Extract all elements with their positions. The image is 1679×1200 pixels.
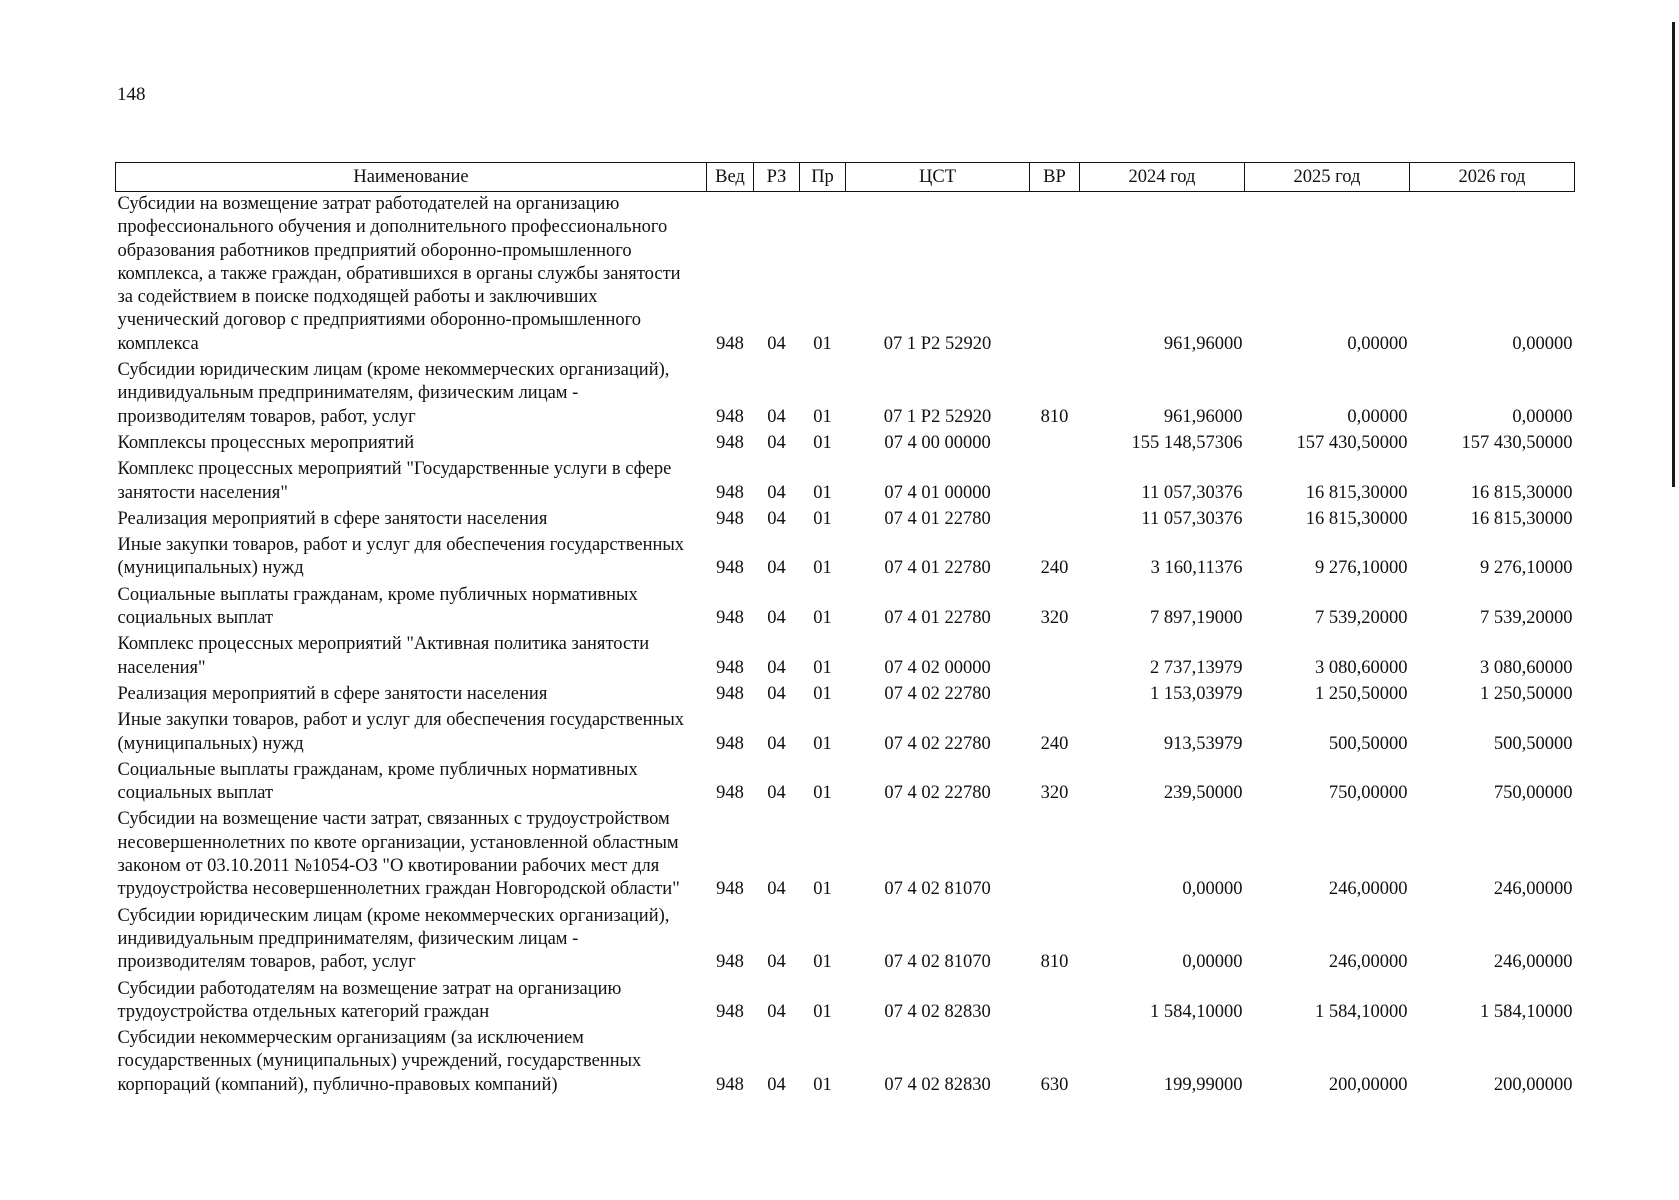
table-row [116,632,1575,682]
cell-2024: 199,99000 [1163,1074,1243,1095]
cell-2024: 1 584,10000 [1150,1001,1243,1022]
table-row [116,807,1575,903]
cell-name: Субсидии на возмещение части затрат, связанных с трудоустройством несовершеннолетних по квоте организации, установленной областным законом от 03.10.2011 №1054-ОЗ "О квотировании рабочих мест для трудоустройства несовершеннолетних граждан Новгородской области" [117,809,680,900]
cell-ved: 948 [716,558,744,579]
table-row [116,358,1575,431]
cell-ved: 948 [716,406,744,427]
cell-vr [1030,682,1080,708]
cell-cst: 07 4 02 81070 [884,879,991,900]
cell-vr: 810 [1040,406,1069,427]
cell-name: Реализация мероприятий в сфере занятости населения [117,508,548,529]
cell-2024: 2 737,13979 [1150,657,1243,678]
cell-ved: 948 [716,1001,744,1022]
cell-vr: 240 [1040,733,1069,754]
header-name: Наименование [116,163,707,192]
table-row [116,583,1575,633]
cell-vr: 810 [1040,952,1069,973]
cell-2025: 9 276,10000 [1315,558,1408,579]
table-row [116,758,1575,808]
cell-2025: 0,00000 [1347,333,1408,354]
table-body [116,192,1575,1099]
cell-cst: 07 4 01 00000 [884,482,991,503]
cell-pr: 01 [813,482,832,503]
cell-pr: 01 [813,558,832,579]
cell-2026: 1 584,10000 [1480,1001,1573,1022]
cell-ved: 948 [716,508,744,529]
cell-2024: 961,96000 [1163,406,1243,427]
cell-2024: 961,96000 [1163,333,1243,354]
cell-2025: 246,00000 [1328,879,1408,900]
cell-2024: 155 148,57306 [1131,432,1243,453]
cell-rz: 04 [767,952,786,973]
cell-name: Субсидии некоммерческим организациям (за исключением государственных (муниципальных) учреждений, государственных корпораций (компаний), публично-правовых компаний) [117,1028,642,1095]
cell-cst: 07 1 Р2 52920 [883,406,992,427]
cell-pr: 01 [813,683,832,704]
cell-name: Субсидии работодателям на возмещение затрат на организацию трудоустройства отдельных категорий граждан [117,978,622,1022]
cell-name: Иные закупки товаров, работ и услуг для обеспечения государственных (муниципальных) нужд [117,710,685,754]
cell-name: Комплекс процессных мероприятий "Активная политика занятости населения" [117,634,650,678]
cell-2026: 500,50000 [1493,733,1573,754]
table-row [116,682,1575,708]
cell-name: Комплекс процессных мероприятий "Государственные услуги в сфере занятости населения" [117,459,672,503]
cell-name: Социальные выплаты гражданам, кроме публичных нормативных социальных выплат [117,759,638,804]
cell-pr: 01 [813,1074,832,1095]
cell-ved: 948 [716,608,744,629]
cell-rz: 04 [767,1074,786,1095]
cell-2025: 7 539,20000 [1315,608,1408,629]
table-row [116,533,1575,583]
cell-2024: 1 153,03979 [1150,683,1243,704]
cell-rz: 04 [767,657,786,678]
cell-pr: 01 [813,952,832,973]
cell-name: Субсидии юридическим лицам (кроме некоммерческих организаций), индивидуальным предпринимателям, физическим лицам - производителям товаров, работ, услуг [117,360,670,427]
cell-2026: 7 539,20000 [1480,608,1573,629]
cell-vr: 240 [1040,558,1069,579]
cell-pr: 01 [813,608,832,629]
cell-vr: 320 [1040,783,1069,804]
cell-2026: 157 430,50000 [1461,432,1573,453]
page-number: 148 [117,84,146,105]
cell-2024: 11 057,30376 [1141,508,1243,529]
cell-pr: 01 [813,1001,832,1022]
cell-ved: 948 [716,333,744,354]
header-2025: 2025 год [1245,163,1410,192]
cell-cst: 07 4 01 22780 [884,508,991,529]
cell-vr [1030,632,1080,682]
cell-cst: 07 4 01 22780 [884,558,991,579]
cell-2025: 1 584,10000 [1315,1001,1408,1022]
cell-ved: 948 [716,1074,744,1095]
cell-ved: 948 [716,683,744,704]
cell-2024: 3 160,11376 [1150,558,1243,579]
cell-vr [1030,507,1080,533]
budget-table [115,162,1575,1099]
cell-pr: 01 [813,657,832,678]
cell-cst: 07 4 00 00000 [884,432,991,453]
cell-2025: 500,50000 [1328,733,1408,754]
cell-vr [1030,977,1080,1027]
cell-name: Субсидии юридическим лицам (кроме некоммерческих организаций), индивидуальным предпринимателям, физическим лицам - производителям товаров, работ, услуг [117,905,670,973]
cell-pr: 01 [813,783,832,804]
cell-2024: 11 057,30376 [1141,482,1243,503]
cell-name: Социальные выплаты гражданам, кроме публичных нормативных социальных выплат [117,584,638,629]
cell-2026: 246,00000 [1493,879,1573,900]
header-ved: Вед [707,163,754,192]
cell-2026: 0,00000 [1512,333,1573,354]
cell-ved: 948 [716,783,744,804]
cell-pr: 01 [813,406,832,427]
cell-rz: 04 [767,406,786,427]
cell-rz: 04 [767,482,786,503]
cell-name: Иные закупки товаров, работ и услуг для обеспечения государственных (муниципальных) нужд [117,535,685,579]
header-pr: Пр [800,163,846,192]
cell-2025: 200,00000 [1328,1074,1408,1095]
header-rz: РЗ [754,163,800,192]
cell-pr: 01 [813,733,832,754]
cell-2024: 0,00000 [1182,879,1243,900]
cell-2025: 3 080,60000 [1315,657,1408,678]
cell-rz: 04 [767,432,786,453]
table-header-row [116,163,1575,192]
cell-2025: 16 815,30000 [1305,508,1408,529]
cell-2025: 16 815,30000 [1305,482,1408,503]
cell-2026: 9 276,10000 [1480,558,1573,579]
cell-ved: 948 [716,657,744,678]
cell-2025: 246,00000 [1328,952,1408,973]
table-row [116,904,1575,977]
cell-vr [1030,431,1080,457]
table-row [116,977,1575,1027]
cell-2026: 16 815,30000 [1470,508,1573,529]
cell-2026: 1 250,50000 [1480,683,1573,704]
cell-2025: 1 250,50000 [1315,683,1408,704]
cell-vr [1030,807,1080,903]
cell-vr [1030,192,1080,359]
cell-pr: 01 [813,879,832,900]
cell-vr: 630 [1040,1074,1069,1095]
cell-2025: 750,00000 [1328,783,1408,804]
cell-vr [1030,457,1080,507]
cell-cst: 07 4 02 00000 [884,657,991,678]
table-row [116,1026,1575,1099]
scan-edge-line [1672,22,1675,487]
cell-2024: 913,53979 [1163,733,1243,754]
cell-2025: 0,00000 [1347,406,1408,427]
cell-rz: 04 [767,608,786,629]
cell-cst: 07 4 01 22780 [884,608,991,629]
cell-rz: 04 [767,508,786,529]
header-2024: 2024 год [1080,163,1245,192]
cell-rz: 04 [767,558,786,579]
cell-rz: 04 [767,1001,786,1022]
cell-ved: 948 [716,952,744,973]
cell-cst: 07 4 02 22780 [884,783,991,804]
cell-rz: 04 [767,733,786,754]
cell-pr: 01 [813,333,832,354]
cell-2026: 750,00000 [1493,783,1573,804]
table-row [116,431,1575,457]
header-cst: ЦСТ [846,163,1030,192]
cell-pr: 01 [813,508,832,529]
header-vr: ВР [1030,163,1080,192]
cell-name: Комплексы процессных мероприятий [117,432,415,453]
table-row [116,192,1575,359]
table-row [116,507,1575,533]
cell-rz: 04 [767,879,786,900]
cell-2024: 0,00000 [1182,952,1243,973]
cell-cst: 07 4 02 22780 [884,683,991,704]
cell-2024: 7 897,19000 [1150,608,1243,629]
cell-cst: 07 4 02 22780 [884,733,991,754]
cell-2025: 157 430,50000 [1296,432,1408,453]
cell-name: Субсидии на возмещение затрат работодателей на организацию профессионального обучения и дополнительного профессионального образования работников предприятий оборонно-промышленного комплекса, а также граждан, обратившихся в органы службы занятости за содействием в поиске подходящей работы и заключивших ученический договор с предприятиями оборонно-промышленного комплекса [117,194,681,354]
cell-2026: 3 080,60000 [1480,657,1573,678]
cell-rz: 04 [767,333,786,354]
cell-cst: 07 4 02 82830 [884,1001,991,1022]
cell-ved: 948 [716,432,744,453]
cell-2024: 239,50000 [1163,783,1243,804]
table-row [116,708,1575,758]
table-row [116,457,1575,507]
header-2026: 2026 год [1410,163,1575,192]
cell-ved: 948 [716,482,744,503]
cell-2026: 16 815,30000 [1470,482,1573,503]
cell-cst: 07 4 02 81070 [884,952,991,973]
cell-vr: 320 [1040,608,1069,629]
cell-cst: 07 4 02 82830 [884,1074,991,1095]
cell-2026: 0,00000 [1512,406,1573,427]
cell-pr: 01 [813,432,832,453]
cell-rz: 04 [767,783,786,804]
cell-rz: 04 [767,683,786,704]
cell-2026: 246,00000 [1493,952,1573,973]
cell-ved: 948 [716,733,744,754]
cell-cst: 07 1 Р2 52920 [883,333,992,354]
cell-name: Реализация мероприятий в сфере занятости населения [117,683,548,704]
cell-2026: 200,00000 [1493,1074,1573,1095]
cell-ved: 948 [716,879,744,900]
